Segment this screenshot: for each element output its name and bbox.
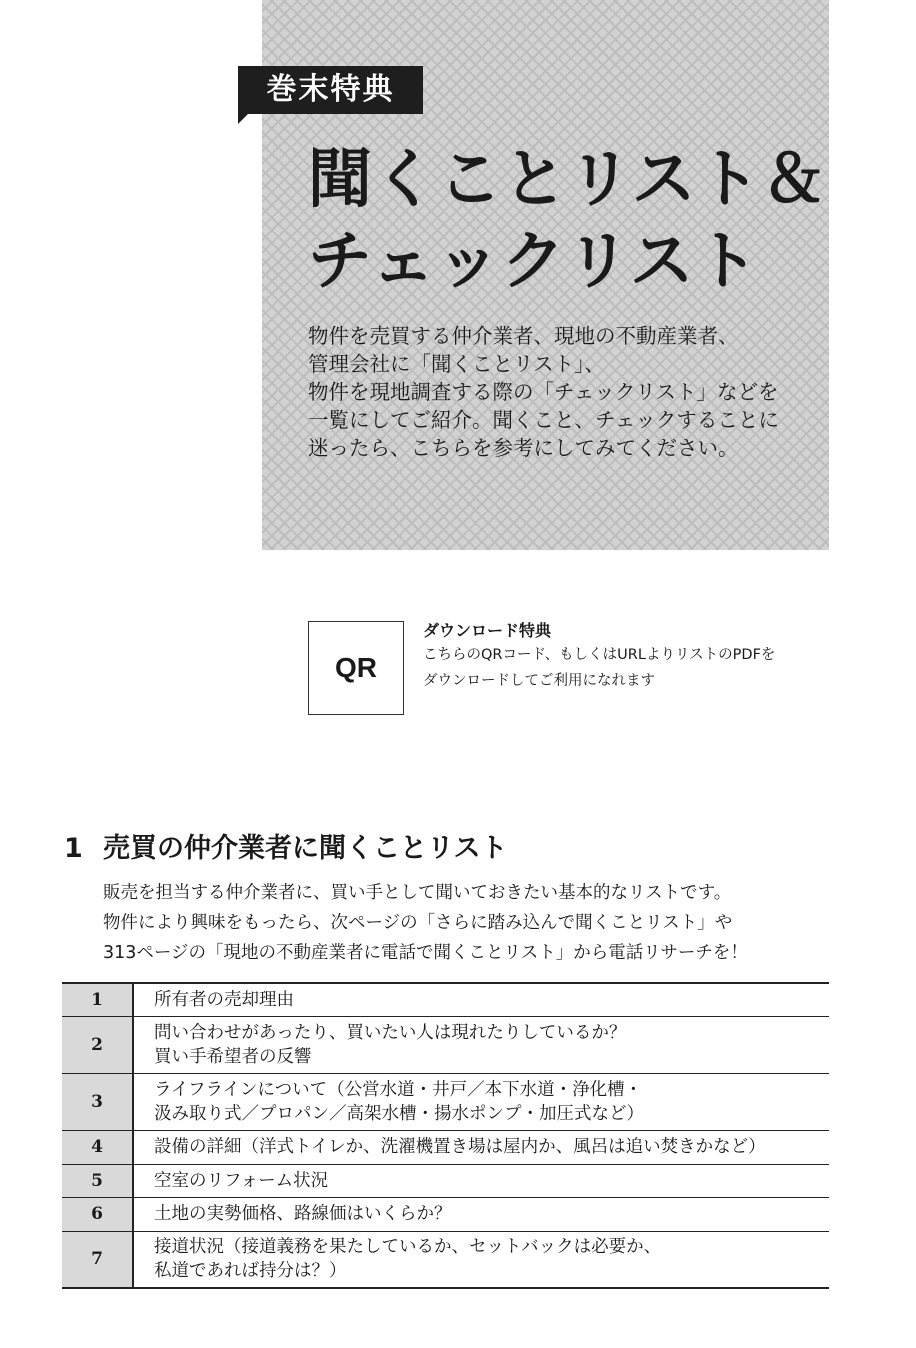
row-line: 所有者の売却理由 bbox=[154, 989, 294, 1010]
row-number: 1 bbox=[62, 983, 133, 1016]
row-text bbox=[133, 1073, 829, 1130]
row-number: 3 bbox=[62, 1073, 133, 1130]
download-line: ダウンロードしてご利用になれます bbox=[423, 673, 655, 689]
table-row bbox=[62, 1073, 829, 1130]
section-number: 1 bbox=[64, 833, 83, 864]
page-title-line-1: 聞くことリスト＆ bbox=[308, 143, 827, 217]
row-text bbox=[133, 1197, 829, 1231]
table-row bbox=[62, 983, 829, 1016]
intro-line: 一覧にしてご紹介。聞くこと、チェックすることに bbox=[308, 408, 779, 432]
row-number: 4 bbox=[62, 1130, 133, 1164]
row-line: ライフラインについて（公営水道・井戸／本下水道・浄化槽・ bbox=[154, 1079, 643, 1100]
table-row bbox=[62, 1130, 829, 1164]
row-text bbox=[133, 1164, 829, 1197]
section-description bbox=[103, 878, 823, 968]
bonus-badge: 巻末特典 bbox=[238, 66, 423, 114]
intro-text bbox=[308, 322, 818, 462]
row-line: 汲み取り式／プロパン／高架水槽・揚水ポンプ・加圧式など） bbox=[154, 1103, 644, 1124]
intro-line: 管理会社に「聞くことリスト」、 bbox=[308, 352, 605, 376]
row-line: 土地の実勢価格、路線価はいくらか？ bbox=[154, 1204, 452, 1224]
intro-line: 物件を現地調査する際の「チェックリスト」などを bbox=[308, 380, 779, 404]
row-line: 設備の詳細（洋式トイレか、洗濯機置き場は屋内か、風呂は追い焚きかなど） bbox=[154, 1137, 766, 1157]
description-line: 物件により興味をもったら、次ページの「さらに踏み込んで聞くことリスト」や bbox=[103, 913, 733, 933]
checklist-table bbox=[62, 982, 829, 1289]
description-line: 313ページの「現地の不動産業者に電話で聞くことリスト」から電話リサーチを！ bbox=[103, 943, 748, 963]
row-number: 7 bbox=[62, 1231, 133, 1288]
row-line: 空室のリフォーム状況 bbox=[154, 1170, 329, 1191]
qr-code-placeholder[interactable]: QR bbox=[308, 621, 404, 715]
row-number: 2 bbox=[62, 1016, 133, 1073]
row-number: 6 bbox=[62, 1197, 133, 1231]
download-title: ダウンロード特典 bbox=[423, 621, 552, 640]
table-row bbox=[62, 1016, 829, 1073]
table-row bbox=[62, 1197, 829, 1231]
row-line: 接道状況（接道義務を果たしているか、セットバックは必要か、 bbox=[154, 1237, 662, 1258]
row-line: 私道であれば持分は？） bbox=[154, 1261, 347, 1282]
page-title-line-2: チェックリスト bbox=[308, 225, 760, 299]
table-row bbox=[62, 1231, 829, 1288]
intro-line: 迷ったら、こちらを参考にしてみてください。 bbox=[308, 436, 739, 460]
row-line: 買い手希望者の反響 bbox=[154, 1046, 312, 1067]
row-text bbox=[133, 1231, 829, 1288]
row-text bbox=[133, 1016, 829, 1073]
row-text bbox=[133, 1130, 829, 1164]
bonus-badge-tail bbox=[238, 112, 250, 124]
section-title: 売買の仲介業者に聞くことリスト bbox=[103, 833, 508, 864]
download-line: こちらのQRコード、もしくはURLよりリストのPDFを bbox=[423, 647, 776, 663]
row-line: 問い合わせがあったり、買いたい人は現れたりしているか？ bbox=[154, 1022, 627, 1043]
description-line: 販売を担当する仲介業者に、買い手として聞いておきたい基本的なリストです。 bbox=[103, 883, 732, 903]
intro-line: 物件を売買する仲介業者、現地の不動産業者、 bbox=[308, 324, 739, 348]
row-number: 5 bbox=[62, 1164, 133, 1197]
row-text bbox=[133, 983, 829, 1016]
download-info bbox=[423, 620, 843, 694]
table-row bbox=[62, 1164, 829, 1197]
